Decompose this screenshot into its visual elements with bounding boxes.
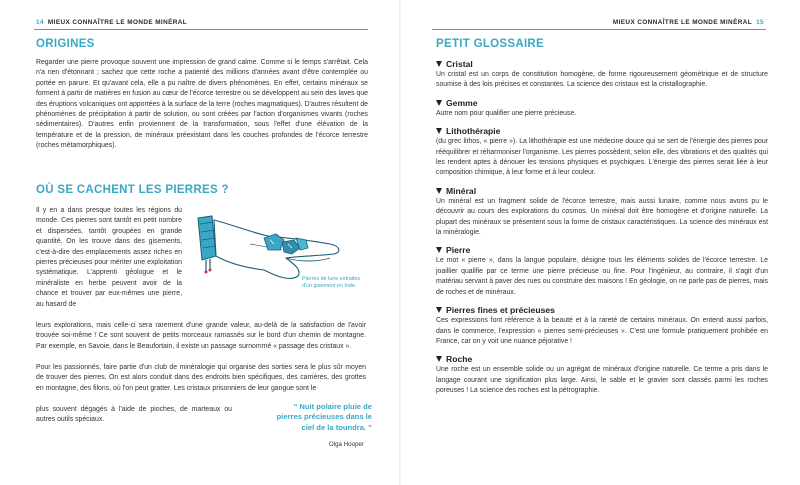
glossary-term: Gemme	[446, 97, 478, 108]
glossary-entry	[436, 244, 768, 298]
glossary-entry	[436, 185, 768, 239]
glossary-definition: Le mot « pierre », dans la langue populaire, désigne tous les éléments solides de l'écorce terrestre. Le joaillier qualifie par ce terme une pierre précieuse ou fine. Pour l'ingénieur, au contraire, il s'agit d'un matériau servant à paver des rues ou construire des maisons ! En géologie, on ne parle pas de pierres, mais de roches et de minéraux.	[436, 257, 768, 296]
glossary-definition: Un cristal est un corps de constitution homogène, de forme rigoureusement géométrique et de structure soumise à des lois précises et constantes. La science des cristaux est la cristallographie.	[436, 71, 768, 89]
triangle-bullet-icon	[436, 307, 442, 313]
left-running-title: MIEUX CONNAÎTRE LE MONDE MINÉRAL	[47, 18, 188, 26]
ou-paragraph-1-wide: leurs explorations, mais celle-ci sera rarement d'une grande valeur, au-delà de la satisfaction de l'avoir trouvée soi-même ! Ce sont souvent de petits morceaux ramassés sur le bord d'un chemin de montagne. Par exemple, en Savoie, dans le Beaufortain, il existe un passage surnommé « passage des cristaux ».	[36, 322, 366, 350]
glossary-definition: Une roche est un ensemble solide ou un agrégat de minéraux d'origine naturelle. Ce terme a pris dans le langage courant une signification plus large. Ainsi, le sable et le gravier sont classés parmi les roches poreuses ! La science des roches est la pétrographie.	[436, 366, 768, 395]
glossary-definition: Autre nom pour qualifier une pierre précieuse.	[436, 109, 577, 117]
ou-heading: OÙ SE CACHENT LES PIERRES ?	[36, 184, 229, 196]
right-header-rule	[432, 29, 766, 30]
glossary-term: Cristal	[446, 59, 473, 69]
glossary-list	[436, 58, 768, 403]
glossary-term: Roche	[446, 354, 473, 365]
glossary-entry	[436, 97, 768, 119]
quote-author: Olga Hooper	[328, 441, 364, 448]
glossary-definition: (du grec lithos, « pierre »). La lithothérapie est une médecine douce qui se sert de l'énergie des pierres pour rééquilibrer et réharmoniser l'organisme. Les pierres possèdent, selon elle, des vibrations et des qualités qui les rendent aptes à dénouer les tensions physiques et psychiques. L'énergie des pierres serait liée à leur composition chimique, à leur forme et à leur couleur.	[436, 138, 768, 177]
illustration-caption: Pierres de lune extraites d'un gisement en Inde.	[302, 276, 361, 290]
glossary-entry	[436, 353, 768, 396]
right-page	[400, 0, 800, 485]
left-folio: 14	[36, 18, 44, 26]
origines-body: Regarder une pierre provoque souvent une impression de grand calme. Comme si le temps s'arrêtait. Cela n'a rien d'étonnant ; sachez que cette roche a patienté des millions d'années avant d'être contemplée ou portée en parure. Et qu'avant cela, elle a pu naître de divers phénomènes. En effet, certains minéraux se forment à partir de matières en fusion au cœur de l'écorce terrestre ou se développent au sein des laves que des éruptions volcaniques ont apportées à la surface de la terre (roches magmatiques). D'autres résultent de phénomènes de précipitation à partir de solution, ou sont créées par l'action d'organismes vivants (roches sédimentaires). D'autres enfin proviennent de la transformation, sous l'effet d'une élévation de la température et de la pression, de minéraux préexistant dans les couches profondes de l'écorce terrestre (roches métamorphiques).	[36, 59, 368, 150]
origines-heading: ORIGINES	[36, 38, 95, 50]
glossary-definition: Ces expressions font référence à la beauté et à la rareté de certains minéraux. On entend aussi parfois, dans le commerce, l'expression « pierres semi-précieuses ». C'est une formule pratiquement prohibée en France, car on y voit une nuance péjorative !	[436, 317, 768, 345]
glossary-entry	[436, 304, 768, 347]
triangle-bullet-icon	[436, 356, 442, 362]
triangle-bullet-icon	[436, 100, 442, 106]
hand-with-stones-illustration	[190, 210, 350, 320]
right-running-head	[613, 16, 764, 28]
left-header-rule	[34, 29, 368, 30]
pull-quote: “ Nuit polaire pluie de pierres précieuses dans le ciel de la toundra. ”	[276, 402, 372, 432]
glossary-heading: PETIT GLOSSAIRE	[436, 38, 545, 50]
glossary-entry	[436, 58, 768, 91]
glossary-term: Pierres fines et précieuses	[446, 305, 555, 316]
triangle-bullet-icon	[436, 61, 442, 67]
glossary-definition: Un minéral est un fragment solide de l'écorce terrestre, mais aussi lunaire, comme nous avons pu le découvrir au cours des explorations du cosmos. Un minéral doit être homogène et d'origine naturelle. La plupart des minéraux se présentent sous la forme de cristaux caractéristiques. La science des minéraux est la minéralogie.	[436, 197, 768, 237]
triangle-bullet-icon	[436, 188, 442, 194]
glossary-term: Pierre	[446, 245, 471, 256]
glossary-entry	[436, 125, 768, 179]
ou-paragraph-2-narrow: plus souvent dégagés à l'aide de pioches, de marteaux ou autres outils spéciaux.	[36, 406, 232, 424]
right-running-title: MIEUX CONNAÎTRE LE MONDE MINÉRAL	[612, 18, 753, 26]
right-folio: 15	[756, 18, 764, 26]
ou-paragraph-2-wide: Pour les passionnés, faire partie d'un club de minéralogie qui organise des sorties sera le plus sûr moyen de trouver des pierres. On est alors conduit dans des endroits bien spécifiques, des carrières, des grottes en montagne, des filons, où l'on peut gratter. Les cristaux prisonniers de leur gangue sont le	[36, 364, 366, 392]
glossary-term: Minéral	[446, 185, 477, 196]
left-running-head	[36, 16, 187, 28]
triangle-bullet-icon	[436, 128, 442, 134]
triangle-bullet-icon	[436, 247, 442, 253]
glossary-term: Lithothérapie	[446, 126, 501, 137]
ou-paragraph-1-narrow: Il y en a dans presque toutes les régions du monde. Ces pierres sont tantôt en petit nombre et dispersées, tantôt groupées en grande quantité. On les trouve dans des gisements, c'est-à-dire des emplacements assez riches en pierres précieuses pour mériter une exploitation systématique. L'apprenti géologue et le minéraliste en herbe peuvent avoir de la chance et trouver par eux-mêmes une pierre, au hasard de	[36, 207, 182, 308]
